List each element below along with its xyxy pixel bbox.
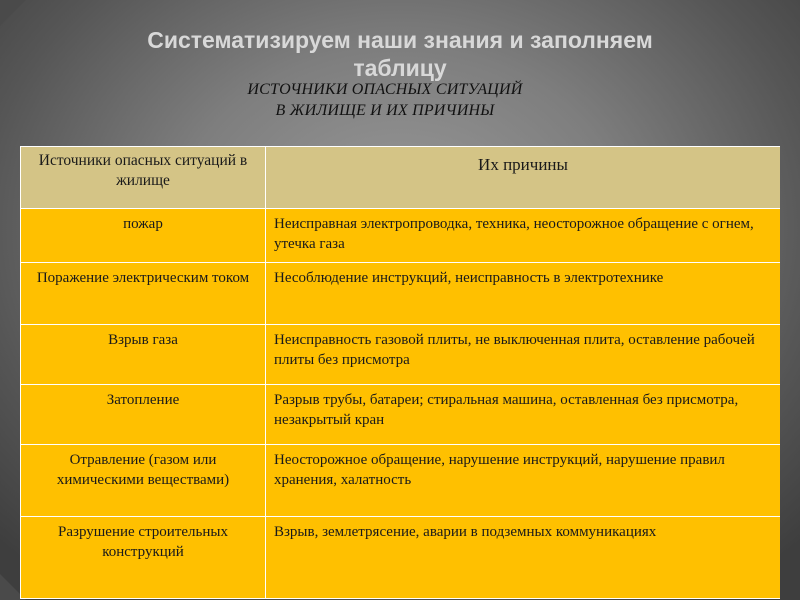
header-sources: Источники опасных ситуаций в жилище [21, 147, 266, 209]
cause-cell: Неосторожное обращение, нарушение инструкций, нарушение правил хранения, халатность [266, 445, 781, 517]
cause-cell: Взрыв, землетрясение, аварии в подземных коммуникациях [266, 517, 781, 599]
hazards-table-container [20, 146, 780, 600]
source-cell: Взрыв газа [21, 325, 266, 385]
table-row [21, 385, 781, 445]
cause-cell: Неисправная электропроводка, техника, неосторожное обращение с огнем, утечка газа [266, 209, 781, 263]
header-causes: Их причины [266, 147, 781, 209]
source-cell: Разрушение строительных конструкций [21, 517, 266, 599]
source-cell: Отравление (газом или химическими веществами) [21, 445, 266, 517]
table-row [21, 263, 781, 325]
table-row [21, 325, 781, 385]
table-header-row [21, 147, 781, 209]
slide-title: Систематизируем наши знания и заполняем таблицу [147, 27, 653, 81]
subtitle-line-1: ИСТОЧНИКИ ОПАСНЫХ СИТУАЦИЙ [247, 81, 523, 98]
subtitle-line-2: В ЖИЛИЩЕ И ИХ ПРИЧИНЫ [275, 102, 495, 119]
source-cell: Затопление [21, 385, 266, 445]
source-cell: пожар [21, 209, 266, 263]
hazards-table [20, 146, 780, 599]
cause-cell: Неисправность газовой плиты, не выключенная плита, оставление рабочей плиты без присмотра [266, 325, 781, 385]
decorative-corner-top [0, 0, 26, 26]
table-row [21, 517, 781, 599]
cause-cell: Разрыв трубы, батареи; стиральная машина, оставленная без присмотра, незакрытый кран [266, 385, 781, 445]
table-subtitle [150, 79, 620, 121]
table-row [21, 209, 781, 263]
table-row [21, 445, 781, 517]
source-cell: Поражение электрическим током [21, 263, 266, 325]
cause-cell: Несоблюдение инструкций, неисправность в электротехнике [266, 263, 781, 325]
